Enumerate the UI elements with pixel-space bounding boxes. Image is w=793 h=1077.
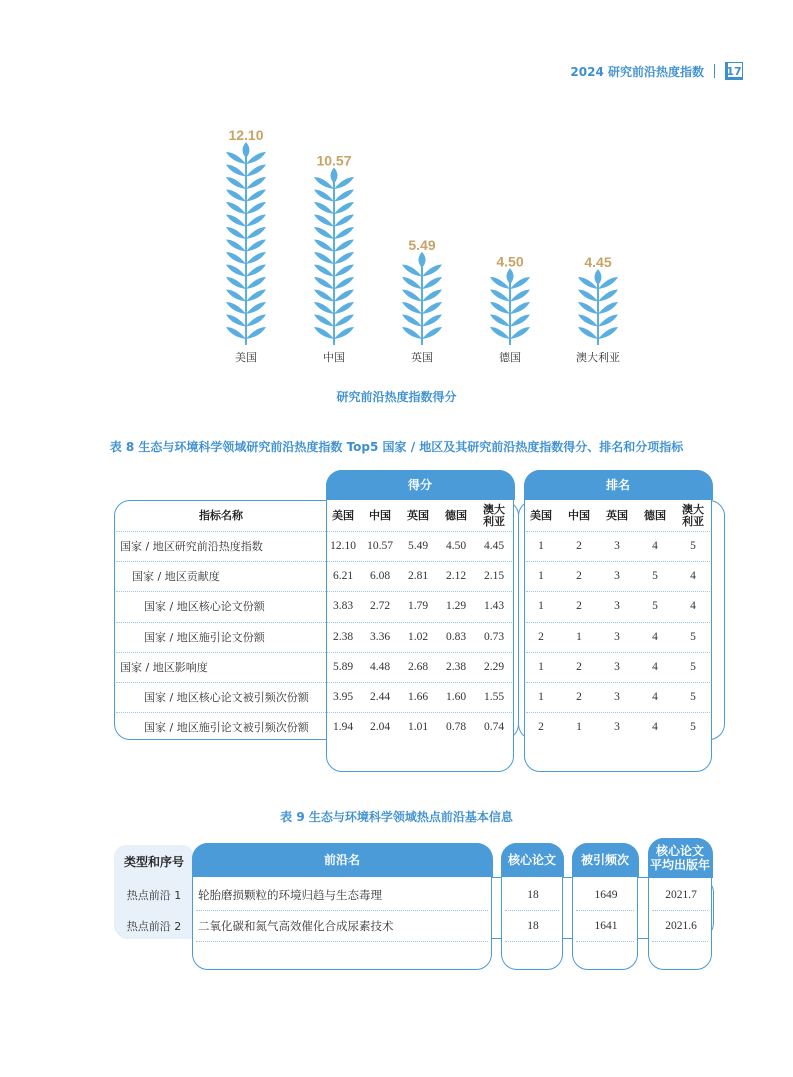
score-value: 2.29 (483, 660, 505, 673)
row-divider (505, 941, 559, 942)
rank-value: 3 (614, 691, 620, 704)
score-value: 2.38 (332, 630, 354, 643)
score-value: 3.83 (332, 600, 354, 613)
score-value: 1.94 (332, 721, 354, 734)
rank-header: 排名 (524, 470, 713, 500)
rank-value: 1 (538, 600, 544, 613)
category-label: 澳大利亚 (576, 351, 620, 364)
score-value: 1.01 (407, 721, 429, 734)
score-value: 4.48 (369, 660, 391, 673)
rank-value: 3 (614, 721, 620, 734)
rank-value: 3 (614, 540, 620, 553)
frontier-type: 热点前沿 2 (126, 919, 182, 933)
table9-caption: 表 9 生态与环境科学领域热点前沿基本信息 (280, 810, 513, 824)
score-col-header: 德国 (445, 509, 467, 522)
page-header (570, 62, 743, 80)
rank-value: 2 (576, 570, 582, 583)
table8-caption: 表 8 生态与环境科学领域研究前沿热度指数 Top5 国家 / 地区及其研究前沿热度指数得分、排名和分项指标 (109, 440, 684, 454)
avg-year: 2021.6 (665, 919, 697, 932)
rank-col-header: 美国 (530, 509, 552, 522)
rank-value: 4 (690, 570, 696, 583)
chart-title: 研究前沿热度指数得分 (336, 390, 457, 404)
rank-value: 2 (576, 691, 582, 704)
core-papers: 18 (527, 919, 539, 932)
score-value: 1.29 (445, 600, 467, 613)
rank-value: 2 (538, 721, 544, 734)
value-label: 12.10 (228, 130, 264, 144)
rank-col-header: 德国 (644, 509, 666, 522)
score-value: 12.10 (330, 540, 356, 553)
type-header: 类型和序号 (114, 845, 194, 877)
score-value: 6.21 (332, 570, 354, 583)
report-title: 2024 研究前沿热度指数 (570, 64, 704, 79)
rank-value: 1 (576, 630, 582, 643)
rank-value: 5 (690, 660, 696, 673)
score-value: 5.89 (332, 660, 354, 673)
rank-value: 4 (652, 691, 658, 704)
rank-col-header: 英国 (606, 509, 628, 522)
score-col-header: 中国 (369, 509, 391, 522)
header-divider (714, 64, 715, 78)
category-label: 德国 (499, 351, 521, 364)
rank-value: 3 (614, 600, 620, 613)
metric-header: 指标名称 (199, 509, 243, 522)
score-value: 2.44 (369, 691, 391, 704)
rank-value: 4 (652, 660, 658, 673)
score-value: 1.02 (407, 630, 429, 643)
metric-name: 国家 / 地区贡献度 (132, 570, 220, 584)
page-number: 17 (725, 62, 743, 80)
score-value: 0.83 (445, 630, 467, 643)
rank-value: 1 (538, 570, 544, 583)
score-value: 0.78 (445, 721, 467, 734)
category-label: 美国 (235, 351, 257, 364)
bar-5 (578, 269, 618, 345)
frontier-name: 二氧化碳和氮气高效催化合成尿素技术 (198, 918, 394, 933)
rank-value: 1 (538, 660, 544, 673)
citations: 1641 (594, 919, 618, 932)
value-label: 4.50 (496, 253, 524, 270)
rank-value: 4 (652, 721, 658, 734)
score-col-header: 美国 (332, 509, 354, 522)
score-value: 1.55 (483, 691, 505, 704)
score-value: 1.66 (407, 691, 429, 704)
frontier-type: 热点前沿 1 (126, 888, 182, 902)
rank-value: 3 (614, 570, 620, 583)
category-label: 英国 (411, 351, 433, 364)
score-value: 1.60 (445, 691, 467, 704)
rank-value: 4 (652, 540, 658, 553)
category-label: 中国 (323, 351, 345, 364)
score-value: 4.50 (445, 540, 467, 553)
metric-name: 国家 / 地区研究前沿热度指数 (120, 540, 263, 554)
rank-col-header: 澳大 利亚 (682, 503, 704, 528)
rank-value: 1 (576, 721, 582, 734)
score-value: 4.45 (483, 540, 505, 553)
score-value: 10.57 (367, 540, 393, 553)
rank-value: 5 (690, 540, 696, 553)
bar-4 (490, 268, 530, 345)
metric-name: 国家 / 地区施引论文被引频次份额 (144, 721, 309, 735)
bar-3 (402, 252, 442, 345)
rank-value: 2 (576, 660, 582, 673)
score-value: 3.36 (369, 630, 391, 643)
score-value: 1.79 (407, 600, 429, 613)
frontier-name: 轮胎磨损颗粒的环境归趋与生态毒理 (198, 887, 382, 902)
metric-name: 国家 / 地区核心论文份额 (144, 600, 265, 614)
rank-value: 2 (576, 600, 582, 613)
score-value: 2.68 (407, 660, 429, 673)
value-label: 10.57 (316, 152, 352, 169)
rank-value: 4 (690, 600, 696, 613)
rank-value: 5 (690, 630, 696, 643)
rank-value: 2 (538, 630, 544, 643)
cited-panel-header: 被引频次 (572, 843, 639, 877)
rank-value: 5 (652, 600, 658, 613)
score-value: 6.08 (369, 570, 391, 583)
score-header: 得分 (326, 470, 515, 500)
score-value: 2.12 (445, 570, 467, 583)
score-value: 2.04 (369, 721, 391, 734)
score-value: 0.74 (483, 721, 505, 734)
row-divider (652, 941, 708, 942)
score-value: 2.81 (407, 570, 429, 583)
rank-value: 2 (576, 540, 582, 553)
year-panel-header: 核心论文 平均出版年 (648, 838, 713, 878)
rank-value: 4 (652, 630, 658, 643)
core-panel-header: 核心论文 (501, 843, 564, 877)
score-col-header: 英国 (407, 509, 429, 522)
row-divider (576, 941, 634, 942)
rank-col-header: 中国 (568, 509, 590, 522)
metric-name: 国家 / 地区核心论文被引频次份额 (144, 691, 309, 705)
avg-year: 2021.7 (665, 888, 697, 901)
rank-value: 1 (538, 540, 544, 553)
score-value: 0.73 (483, 630, 505, 643)
heat-index-chart (0, 130, 793, 410)
rank-value: 5 (652, 570, 658, 583)
row-divider (196, 941, 488, 942)
score-value: 2.15 (483, 570, 505, 583)
score-col-header: 澳大 利亚 (483, 503, 505, 528)
rank-value: 3 (614, 660, 620, 673)
metric-name: 国家 / 地区影响度 (120, 660, 208, 674)
rank-value: 5 (690, 691, 696, 704)
name-panel-header: 前沿名 (192, 843, 493, 877)
bar-2 (314, 168, 354, 345)
metric-name: 国家 / 地区施引论文份额 (144, 630, 265, 644)
bar-1 (226, 142, 266, 345)
rank-value: 3 (614, 630, 620, 643)
value-label: 5.49 (408, 236, 436, 253)
score-value: 2.38 (445, 660, 467, 673)
core-papers: 18 (527, 888, 539, 901)
rank-value: 5 (690, 721, 696, 734)
score-value: 5.49 (407, 540, 429, 553)
rank-value: 1 (538, 691, 544, 704)
value-label: 4.45 (584, 254, 612, 271)
score-value: 2.72 (369, 600, 391, 613)
citations: 1649 (594, 888, 618, 901)
score-value: 3.95 (332, 691, 354, 704)
score-value: 1.43 (483, 600, 505, 613)
